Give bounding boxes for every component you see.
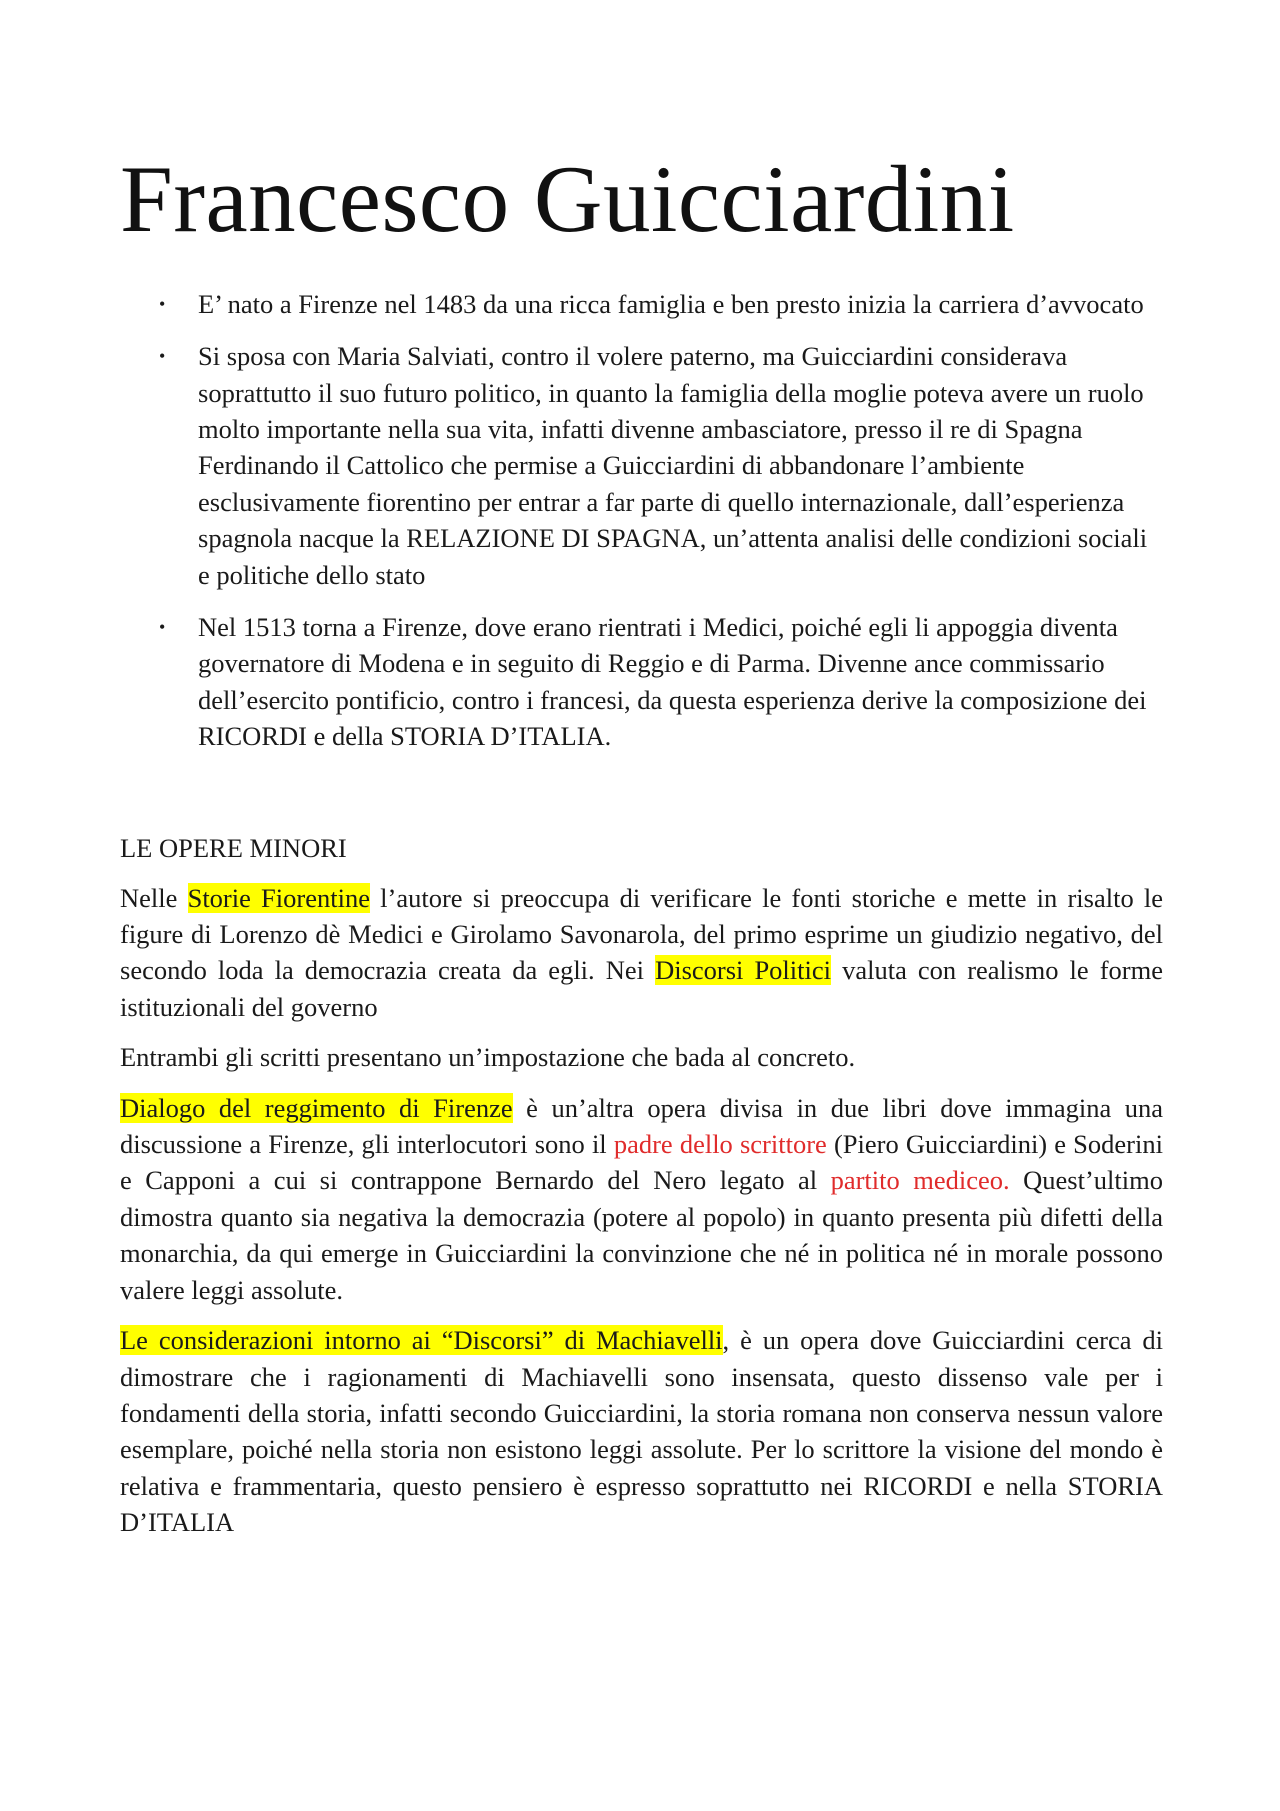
text-run: valuta con realismo le forme istituzionali del governo <box>120 955 1163 1022</box>
paragraph-considerazioni <box>120 1322 1163 1540</box>
paragraph-dialogo <box>120 1090 1163 1308</box>
list-item <box>120 286 1163 322</box>
paragraph-storie-fiorentine <box>120 880 1163 1026</box>
text-run: l’autore si preoccupa di verificare le fonti storiche e mette in risalto le figure di Lorenzo dè Medici e Girolamo Savonarola, del primo esprime un giudizio negativo, del secondo loda la democrazia creata da egli. Nei <box>120 882 1164 986</box>
list-item-text: Si sposa con Maria Salviati, contro il volere paterno, ma Guicciardini considerava soprattutto il suo futuro politico, in quanto la famiglia della moglie poteva avere un ruolo molto importante nella sua vita, infatti divenne ambasciatore, presso il re di Spagna Ferdinando il Cattolico che permise a Guicciardini di abbandonare l’ambiente esclusivamente fiorentino per entrar a far parte di quello internazionale, dall’esperienza spagnola nacque la RELAZIONE DI SPAGNA, un’attenta analisi delle condizioni sociali e politiche dello stato <box>198 341 1148 590</box>
document-page <box>120 146 1164 1541</box>
highlighted-title: Storie Fiorentine <box>187 882 370 913</box>
text-run: , è un opera dove Guicciardini cerca di dimostrare che i ragionamenti di Machiavelli sono insensata, questo dissenso vale per i fondamenti della storia, infatti secondo Guicciardini, la storia romana non conserva nessun valore esemplare, poiché nella storia non esistono leggi assolute. Per lo scrittore la visione del mondo è relativa e frammentaria, questo pensiero è espresso soprattutto nei RICORDI e nella STORIA D’ITALIA <box>120 1325 1163 1538</box>
list-item <box>120 338 1163 593</box>
list-item-text: Nel 1513 torna a Firenze, dove erano rientrati i Medici, poiché egli li appoggia diventa governatore di Modena e in seguito di Reggio e di Parma. Divenne ance commissario dell’esercito pontificio, contro i francesi, da questa esperienza derive la composizione dei RICORDI e della STORIA D’ITALIA. <box>198 612 1147 752</box>
text-run: è un’altra opera divisa in due libri dove immagina una discussione a Firenze, gli interlocutori sono il <box>120 1092 1163 1160</box>
list-item-text: E’ nato a Firenze nel 1483 da una ricca famiglia e ben presto inizia la carriera d’avvocato <box>198 288 1144 319</box>
page-title: Francesco Guicciardini <box>120 146 1015 252</box>
bullet-icon: • <box>159 617 166 637</box>
bullet-icon: • <box>159 346 166 367</box>
section-heading: LE OPERE MINORI <box>120 832 347 863</box>
list-item <box>120 609 1163 755</box>
highlighted-title: Dialogo del reggimento di Firenze <box>120 1092 513 1123</box>
biography-list <box>120 286 1163 755</box>
highlighted-title: Le considerazioni intorno ai “Discorsi” di Machiavelli <box>120 1325 723 1356</box>
highlighted-title: Discorsi Politici <box>655 955 832 986</box>
red-text: partito mediceo. <box>830 1165 1010 1196</box>
paragraph-entrambi: Entrambi gli scritti presentano un’impostazione che bada al concreto. <box>120 1042 856 1073</box>
text-run: Nelle <box>120 882 188 913</box>
red-text: padre dello scrittore <box>613 1129 827 1160</box>
text-run: Quest’ultimo dimostra quanto sia negativa la democrazia (potere al popolo) in quanto presenta più difetti della monarchia, da qui emerge in Guicciardini la convinzione che né in politica né in morale possono valere leggi assolute. <box>120 1165 1163 1305</box>
text-run: (Piero Guicciardini) e Soderini e Capponi a cui si contrappone Bernardo del Nero legato al <box>120 1129 1163 1196</box>
bullet-icon: • <box>159 293 166 314</box>
